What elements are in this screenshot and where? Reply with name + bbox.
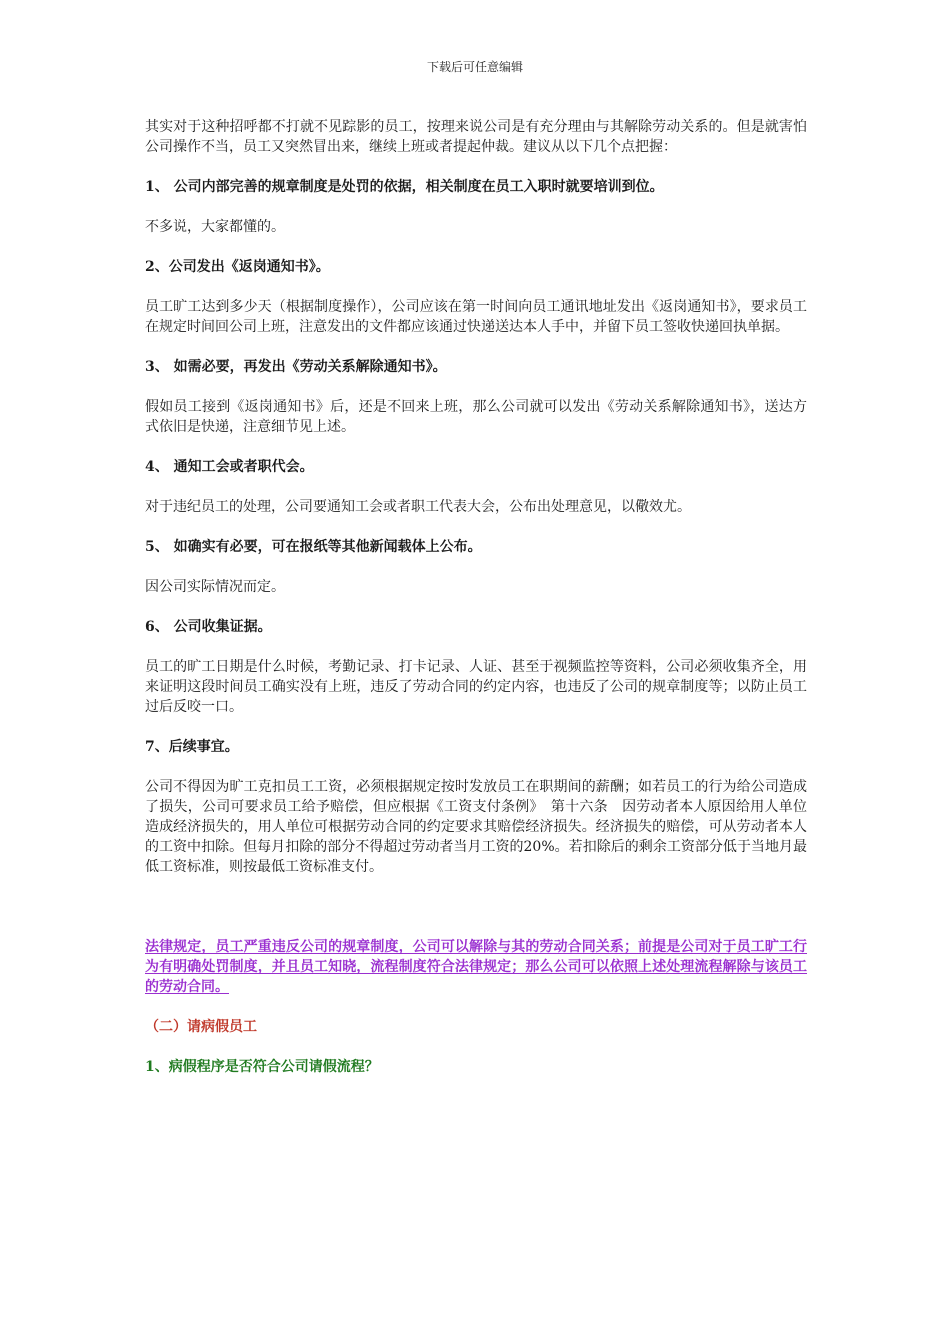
item-3-heading: 3、 如需必要，再发出《劳动关系解除通知书》。 — [145, 359, 447, 375]
item-6-body: 员工的旷工日期是什么时候，考勤记录、打卡记录、人证、甚至于视频监控等资料，公司必须收集齐全，用来证明这段时间员工确实没有上班，违反了劳动合同的约定内容，也违反了公司的规章制度等；以防止员工过后反咬一口。 — [145, 659, 807, 715]
section-subtitle: 1、病假程序是否符合公司请假流程？ — [145, 1059, 379, 1075]
item-3-body: 假如员工接到《返岗通知书》后，还是不回来上班，那么公司就可以发出《劳动关系解除通知书》，送达方式依旧是快递，注意细节见上述。 — [145, 399, 807, 435]
intro-paragraph: 其实对于这种招呼都不打就不见踪影的员工，按理来说公司是有充分理由与其解除劳动关系的。但是就害怕公司操作不当，员工又突然冒出来，继续上班或者提起仲裁。建议从以下几个点把握： — [145, 119, 807, 155]
item-2-heading: 2、公司发出《返岗通知书》。 — [145, 259, 330, 275]
item-7-heading: 7、后续事宜。 — [145, 739, 239, 755]
item-5-heading: 5、 如确实有必要，可在报纸等其他新闻载体上公布。 — [145, 539, 482, 555]
item-2-body: 员工旷工达到多少天（根据制度操作），公司应该在第一时间向员工通讯地址发出《返岗通知书》，要求员工在规定时间回公司上班，注意发出的文件都应该通过快递送达本人手中，并留下员工签收快递回执单据。 — [145, 299, 807, 335]
page-header: 下载后可任意编辑 — [426, 60, 523, 74]
item-4-body: 对于违纪员工的处理，公司要通知工会或者职工代表大会，公布出处理意见，以儆效尤。 — [145, 499, 691, 515]
item-4-heading: 4、 通知工会或者职代会。 — [145, 459, 314, 475]
item-1-heading: 1、 公司内部完善的规章制度是处罚的依据，相关制度在员工入职时就要培训到位。 — [145, 179, 664, 195]
item-6-heading: 6、 公司收集证据。 — [145, 619, 272, 635]
section-title: （二）请病假员工 — [145, 1019, 257, 1035]
legal-note: 法律规定，员工严重违反公司的规章制度，公司可以解除与其的劳动合同关系；前提是公司对于员工旷工行为有明确处罚制度，并且员工知晓，流程制度符合法律规定；那么公司可以依照上述处理流程解除与该员工的劳动合同。 — [145, 939, 807, 995]
item-5-body: 因公司实际情况而定。 — [145, 579, 285, 595]
item-7-body: 公司不得因为旷工克扣员工工资，必须根据规定按时发放员工在职期间的薪酬；如若员工的行为给公司造成了损失，公司可要求员工给予赔偿，但应根据《工资支付条例》 第十六条 因劳动者本人原因给用人单位造成经济损失的，用人单位可根据劳动合同的约定要求其赔偿经济损失。经济损失的赔偿，可从劳动者本人的工资中扣除。但每月扣除的部分不得超过劳动者当月工资的20%。若扣除后的剩余工资部分低于当地月最低工资标准，则按最低工资标准支付。 — [145, 779, 807, 875]
blank-spacer — [145, 897, 807, 937]
document-body — [145, 117, 807, 1097]
item-1-body: 不多说，大家都懂的。 — [145, 219, 285, 235]
